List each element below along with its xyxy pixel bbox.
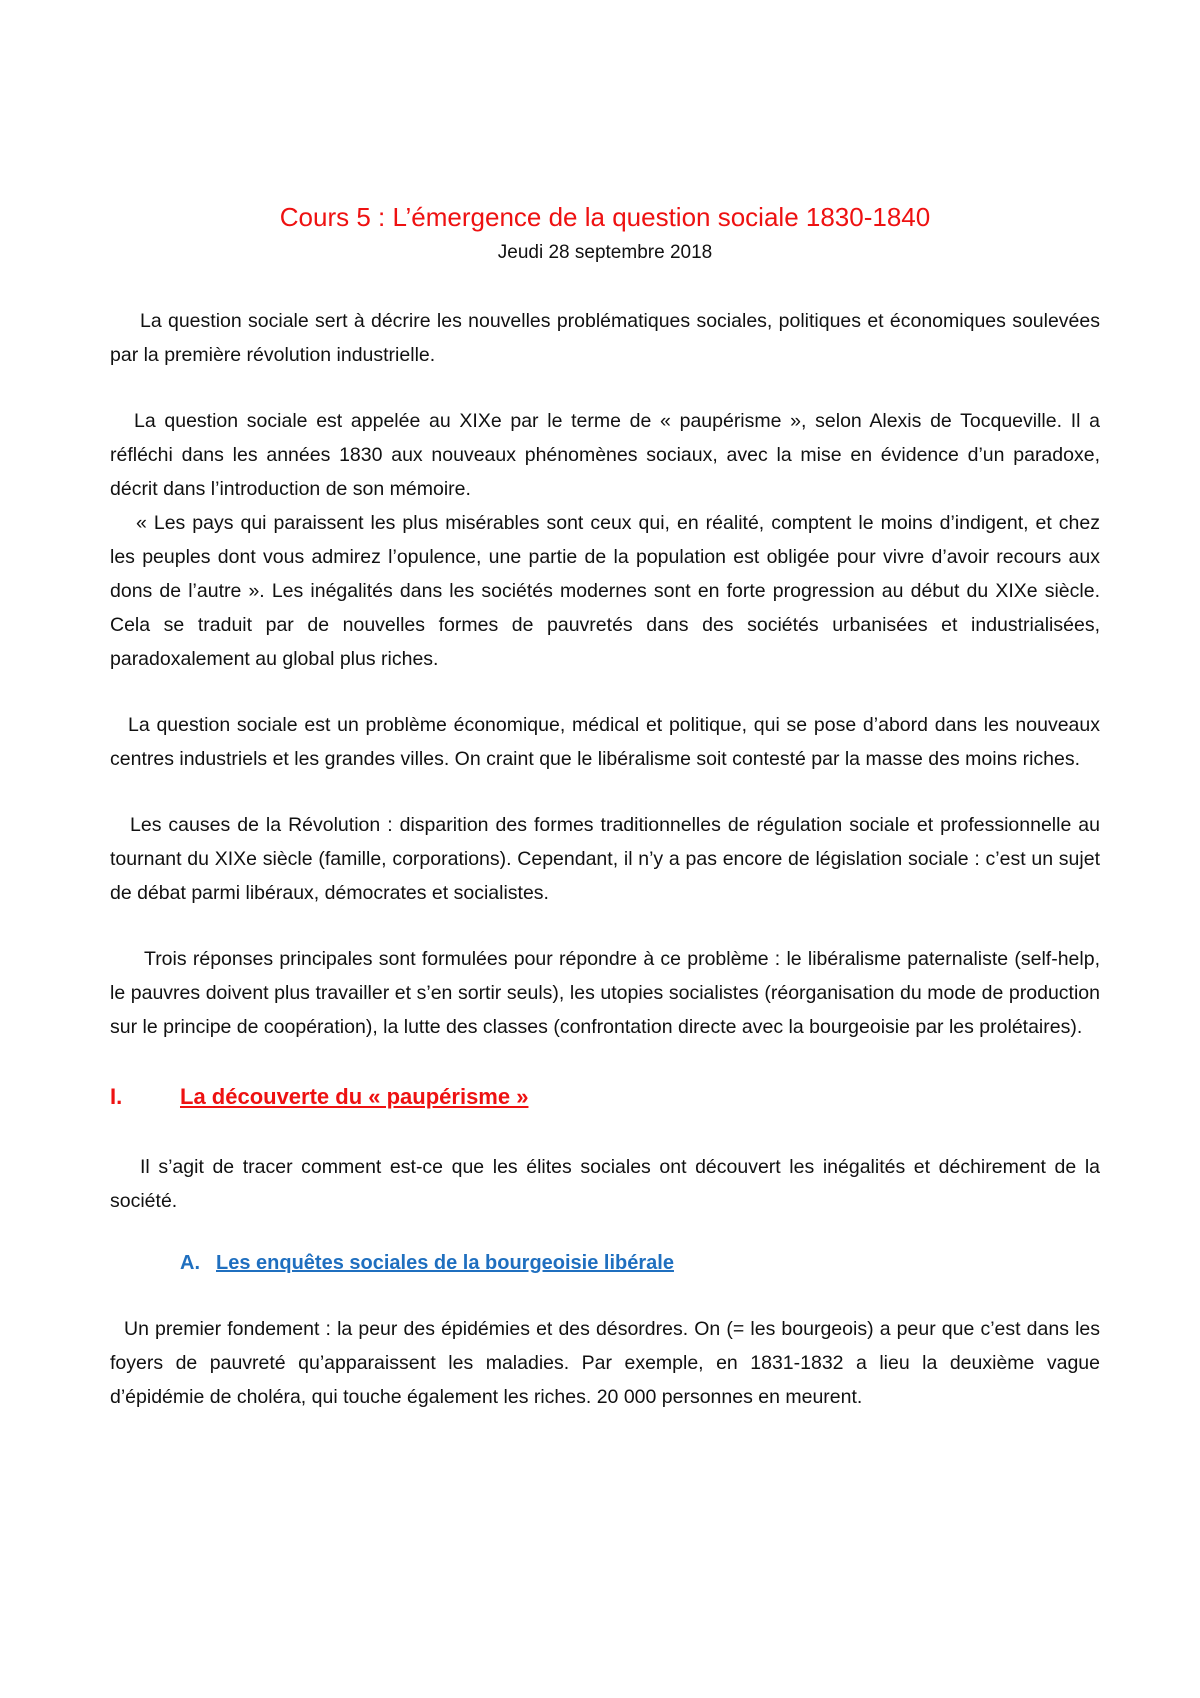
paragraph-causes: Les causes de la Révolution : disparition des formes traditionnelles de régulation sociale et professionnelle au tournant du XIXe siècle (famille, corporations). Cependant, il n’y a pas encore de législation sociale : c’est un sujet de débat parmi libéraux, démocrates et socialistes. — [110, 814, 1100, 904]
paragraph-reponses: Trois réponses principales sont formulées pour répondre à ce problème : le libéralisme paternaliste (self-help, le pauvres doivent plus travailler et s’en sortir seuls), les utopies socialistes (réorganisation du mode de production sur le principe de coopération), la lutte des classes (confrontation directe avec la bourgeoisie par les prolétaires). — [110, 948, 1100, 1038]
document-body — [110, 200, 1100, 1414]
subsection-heading-a — [180, 1248, 1100, 1278]
paragraph-intro: La question sociale sert à décrire les nouvelles problématiques sociales, politiques et économiques soulevées par la première révolution industrielle. — [110, 310, 1100, 366]
paragraph-probleme: La question sociale est un problème économique, médical et politique, qui se pose d’abord dans les nouveaux centres industriels et les grandes villes. On craint que le libéralisme soit contesté par la masse des moins riches. — [110, 714, 1100, 770]
paragraph-section-intro: Il s’agit de tracer comment est-ce que les élites sociales ont découvert les inégalités et déchirement de la société. — [110, 1156, 1100, 1212]
paragraph-quote: « Les pays qui paraissent les plus misérables sont ceux qui, en réalité, comptent le moins d’indigent, et chez les peuples dont vous admirez l’opulence, une partie de la population est obligée pour vivre d’avoir recours aux dons de l’autre ». Les inégalités dans les sociétés modernes sont en forte progression au début du XIXe siècle. Cela se traduit par de nouvelles formes de pauvretés dans des sociétés urbanisées et industrialisées, paradoxalement au global plus riches. — [110, 512, 1100, 670]
paragraph-epidemies: Un premier fondement : la peur des épidémies et des désordres. On (= les bourgeois) a peur que c’est dans les foyers de pauvreté qu’apparaissent les maladies. Par exemple, en 1831-1832 a lieu la deuxième vague d’épidémie de choléra, qui touche également les riches. 20 000 personnes en meurent. — [110, 1318, 1100, 1408]
subsection-number: A. — [180, 1252, 200, 1274]
paragraph-pauperisme: La question sociale est appelée au XIXe par le terme de « paupérisme », selon Alexis de Tocqueville. Il a réfléchi dans les années 1830 aux nouveaux phénomènes sociaux, avec la mise en évidence d’un paradoxe, décrit dans l’introduction de son mémoire. — [110, 410, 1100, 500]
document-date: Jeudi 28 septembre 2018 — [497, 242, 713, 263]
section-number: I. — [110, 1084, 123, 1109]
subsection-title: Les enquêtes sociales de la bourgeoisie libérale — [216, 1252, 674, 1274]
section-heading-1 — [110, 1080, 1100, 1114]
document-title: Cours 5 : L’émergence de la question sociale 1830-1840 — [279, 202, 931, 232]
section-title: La découverte du « paupérisme » — [180, 1084, 529, 1109]
